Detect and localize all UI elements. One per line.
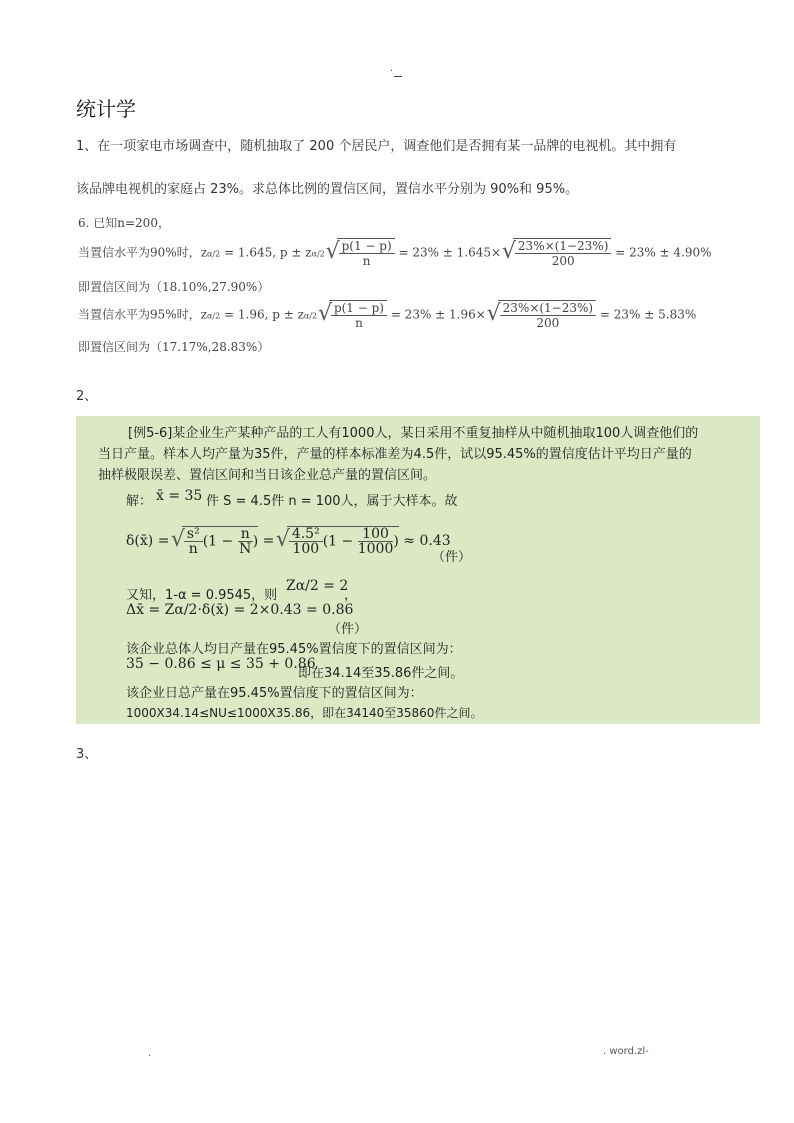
- z-subscript-95: α/2: [207, 311, 221, 321]
- footer-right: . word.zl-: [603, 1046, 649, 1057]
- fraction-4: √ $\frac{23\%\times(1-23\%)}{200}$: [500, 301, 596, 330]
- sample-mean: x̄ = 35: [156, 488, 203, 504]
- example-5-6-box: [76, 416, 760, 724]
- delta-lhs: δ(x̄) =: [126, 533, 170, 549]
- fraction-2: √ $\frac{23\%\times(1-23\%)}{200}$: [515, 239, 611, 268]
- sqrt-delta-1: √ $\frac{\text{s²}}{n}$ (1 − $\frac{n}{N}$ ): [182, 526, 258, 556]
- question-1-line-2: 该品牌电视机的家庭占 23%。求总体比例的置信区间，置信水平分别为 90%和 95%。: [76, 182, 579, 197]
- example-line-2: 当日产量。样本人均产量为35件，产量的样本标准差为4.5件，试以95.45%的置信度估计平均日产量的: [98, 447, 692, 462]
- z-subscript-2: α/2: [311, 249, 325, 259]
- formula-90-mid: = 23% ± 1.645×: [398, 245, 502, 260]
- formula-95-result: = 23% ± 5.83%: [599, 307, 697, 322]
- sqrt-symbol-2: [513, 238, 611, 268]
- fraction-3: √ $\frac{p(1 - p)}{n}$: [331, 301, 387, 330]
- limit-error-unit: （件）: [328, 622, 368, 637]
- formula-95-prefix: 当置信水平为95%时，: [78, 307, 201, 322]
- solution-label: 解：: [126, 494, 153, 509]
- sqrt-symbol: [337, 238, 395, 268]
- fraction: √ $\frac{p(1 - p)}{n}$: [339, 239, 395, 268]
- delta-unit: （件）: [432, 550, 472, 565]
- example-line-1: [例5-6]某企业生产某种产品的工人有1000人，某日采用不重复抽样从中随机抽取100人调查他们的: [128, 426, 699, 441]
- document-title: 统计学: [76, 97, 136, 121]
- s2-over-n: √ $\frac{\text{s²}}{n}$: [184, 527, 203, 556]
- formula-90-result: = 23% ± 4.90%: [615, 245, 712, 260]
- total-interval-heading: 该企业日总产量在95.45%置信度下的置信区间为：: [126, 686, 423, 701]
- z-subscript: α/2: [207, 249, 221, 259]
- question-1-line-1: 1、在一项家电市场调查中，随机抽取了 200 个居民户，调查他们是否拥有某一品牌的电视机。其中拥有: [76, 139, 677, 154]
- mean-interval-result: 即在34.14至35.86件之间。: [298, 666, 464, 681]
- formula-90-zval: = 1.645, p ± z: [220, 245, 312, 260]
- fraction-100-1000: $\frac{100}{1000}$: [357, 526, 394, 557]
- solution-1-interval-95: 即置信区间为（17.17%,28.83%）: [78, 340, 270, 354]
- alpha-given: 又知，1-α = 0.9545，则: [126, 588, 278, 603]
- fraction-4-5: √ $\frac{\text{4.5²}}{100}$: [289, 527, 323, 556]
- total-interval-result: 1000X34.14≤NU≤1000X35.86，即在34140至35860件之间。: [126, 706, 483, 720]
- formula-90-prefix: 当置信水平为90%时，: [78, 245, 201, 260]
- solution-1-formula-90: [78, 238, 712, 268]
- sqrt-symbol-3: [329, 300, 387, 330]
- solution-1-formula-95: [78, 300, 696, 330]
- n-over-N: $\frac{n}{N}$: [239, 526, 252, 557]
- formula-95-zval: = 1.96, p ± z: [220, 307, 304, 322]
- example-line-3: 抽样极限误差、置信区间和当日该企业总产量的置信区间。: [98, 468, 437, 483]
- question-2-number: 2、: [76, 389, 98, 404]
- header-mark: .: [390, 63, 394, 74]
- sqrt-delta-2: √ $\frac{\text{4.5²}}{100}$ (1 − $\frac{100}{1000}$ ): [287, 526, 399, 556]
- comma: ，: [344, 588, 358, 603]
- z-subscript-95b: α/2: [303, 311, 318, 321]
- footer-left: .: [148, 1048, 152, 1059]
- delta-result: ≈ 0.43: [403, 533, 451, 549]
- formula-95-mid: = 23% ± 1.96×: [390, 307, 486, 322]
- mean-interval-formula: 35 − 0.86 ≤ μ ≤ 35 + 0.86: [126, 656, 316, 672]
- sqrt-symbol-4: [498, 300, 596, 330]
- sample-given: 件 S = 4.5件 n = 100人，属于大样本。故: [206, 494, 458, 509]
- solution-1-image: [78, 210, 712, 360]
- delta-formula: δ(x̄) = √ $\frac{\text{s²}}{n}$ (1 − $\frac{n}{N}$ ) = √ $\frac{\text{4.5²}}{100}$ (1 − $\frac{100}{1000}$ ) ≈ 0.43: [126, 526, 451, 556]
- header-rule: [394, 76, 402, 77]
- solution-1-given: 6. 已知n=200，: [78, 216, 170, 230]
- mean-interval-heading: 该企业总体人均日产量在95.45%置信度下的置信区间为：: [126, 642, 462, 657]
- z-symbol-95: z: [200, 307, 208, 322]
- z-symbol: z: [200, 245, 208, 260]
- z-value: Zα/2 = 2: [286, 578, 349, 594]
- limit-error-formula: Δx̄ = Zα/2·δ(x̄) = 2×0.43 = 0.86: [126, 602, 354, 618]
- question-3-number: 3、: [76, 747, 98, 762]
- solution-1-interval-90: 即置信区间为（18.10%,27.90%）: [78, 280, 270, 294]
